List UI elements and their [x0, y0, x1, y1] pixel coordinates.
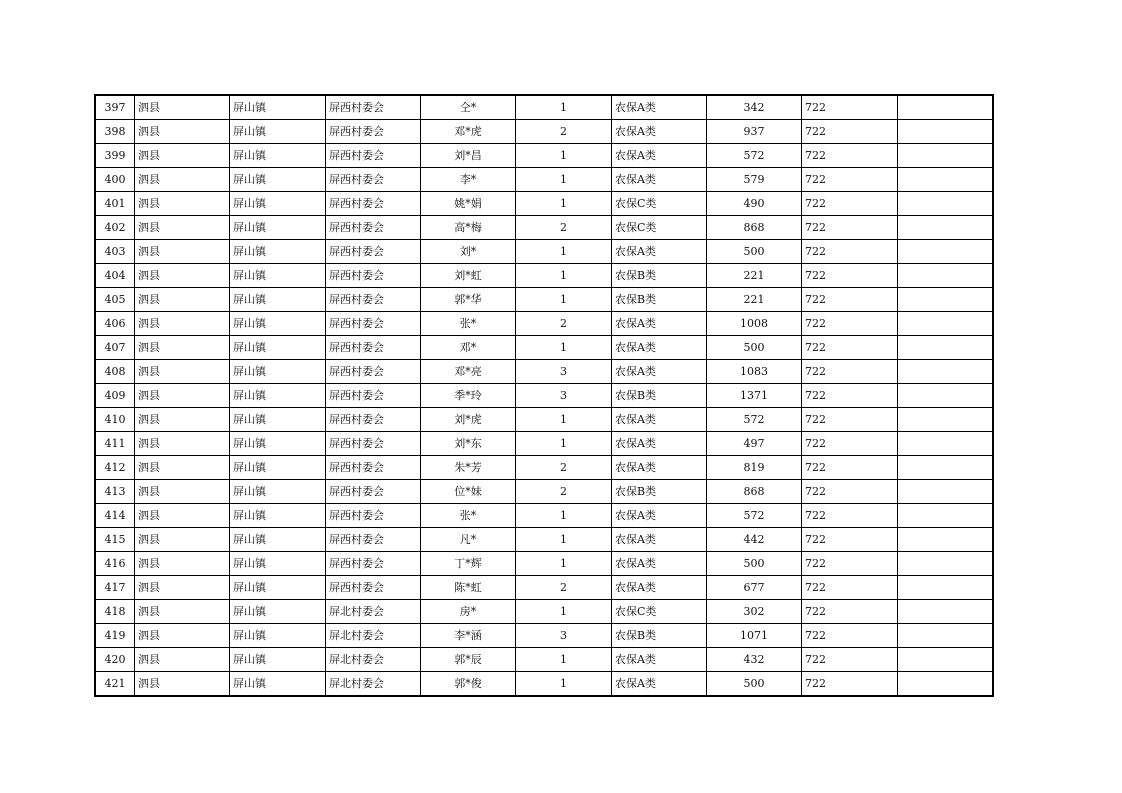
category-cell: 农保A类 — [612, 432, 707, 456]
recipient-name-cell: 凡* — [421, 528, 516, 552]
standard-cell: 722 — [802, 504, 898, 528]
remarks-cell — [898, 408, 993, 432]
serial-number-cell: 403 — [95, 240, 135, 264]
recipient-name-cell: 仝* — [421, 95, 516, 120]
amount-cell: 500 — [707, 672, 802, 697]
serial-number-cell: 408 — [95, 360, 135, 384]
county-cell: 泗县 — [135, 576, 230, 600]
county-cell: 泗县 — [135, 432, 230, 456]
town-cell: 屏山镇 — [230, 240, 326, 264]
amount-cell: 868 — [707, 480, 802, 504]
standard-cell: 722 — [802, 312, 898, 336]
amount-cell: 572 — [707, 144, 802, 168]
household-size-cell: 2 — [516, 576, 612, 600]
town-cell: 屏山镇 — [230, 288, 326, 312]
town-cell: 屏山镇 — [230, 120, 326, 144]
recipient-name-cell: 陈*虹 — [421, 576, 516, 600]
village-committee-cell: 屏西村委会 — [326, 528, 421, 552]
town-cell: 屏山镇 — [230, 384, 326, 408]
town-cell: 屏山镇 — [230, 312, 326, 336]
town-cell: 屏山镇 — [230, 576, 326, 600]
county-cell: 泗县 — [135, 672, 230, 697]
household-size-cell: 1 — [516, 672, 612, 697]
town-cell: 屏山镇 — [230, 456, 326, 480]
amount-cell: 490 — [707, 192, 802, 216]
household-size-cell: 2 — [516, 312, 612, 336]
remarks-cell — [898, 576, 993, 600]
table-row — [95, 168, 993, 192]
amount-cell: 302 — [707, 600, 802, 624]
household-size-cell: 1 — [516, 240, 612, 264]
serial-number-cell: 410 — [95, 408, 135, 432]
standard-cell: 722 — [802, 456, 898, 480]
household-size-cell: 1 — [516, 552, 612, 576]
standard-cell: 722 — [802, 168, 898, 192]
amount-cell: 221 — [707, 264, 802, 288]
recipient-name-cell: 刘*东 — [421, 432, 516, 456]
county-cell: 泗县 — [135, 504, 230, 528]
amount-cell: 1008 — [707, 312, 802, 336]
category-cell: 农保A类 — [612, 168, 707, 192]
remarks-cell — [898, 336, 993, 360]
town-cell: 屏山镇 — [230, 192, 326, 216]
standard-cell: 722 — [802, 624, 898, 648]
table-row — [95, 216, 993, 240]
serial-number-cell: 398 — [95, 120, 135, 144]
remarks-cell — [898, 168, 993, 192]
town-cell: 屏山镇 — [230, 408, 326, 432]
household-size-cell: 2 — [516, 456, 612, 480]
recipient-name-cell: 邓*亮 — [421, 360, 516, 384]
village-committee-cell: 屏西村委会 — [326, 504, 421, 528]
standard-cell: 722 — [802, 240, 898, 264]
village-committee-cell: 屏西村委会 — [326, 144, 421, 168]
household-size-cell: 1 — [516, 600, 612, 624]
assistance-roster-table — [94, 94, 994, 697]
county-cell: 泗县 — [135, 408, 230, 432]
table-row — [95, 240, 993, 264]
remarks-cell — [898, 216, 993, 240]
standard-cell: 722 — [802, 384, 898, 408]
category-cell: 农保A类 — [612, 504, 707, 528]
village-committee-cell: 屏西村委会 — [326, 120, 421, 144]
household-size-cell: 2 — [516, 120, 612, 144]
town-cell: 屏山镇 — [230, 648, 326, 672]
serial-number-cell: 399 — [95, 144, 135, 168]
recipient-name-cell: 邓*虎 — [421, 120, 516, 144]
category-cell: 农保A类 — [612, 648, 707, 672]
table-body — [95, 95, 993, 696]
amount-cell: 500 — [707, 240, 802, 264]
village-committee-cell: 屏西村委会 — [326, 312, 421, 336]
category-cell: 农保A类 — [612, 120, 707, 144]
amount-cell: 442 — [707, 528, 802, 552]
village-committee-cell: 屏北村委会 — [326, 672, 421, 697]
category-cell: 农保B类 — [612, 384, 707, 408]
category-cell: 农保C类 — [612, 216, 707, 240]
serial-number-cell: 407 — [95, 336, 135, 360]
village-committee-cell: 屏西村委会 — [326, 95, 421, 120]
household-size-cell: 3 — [516, 360, 612, 384]
serial-number-cell: 406 — [95, 312, 135, 336]
household-size-cell: 1 — [516, 504, 612, 528]
town-cell: 屏山镇 — [230, 144, 326, 168]
amount-cell: 1071 — [707, 624, 802, 648]
town-cell: 屏山镇 — [230, 528, 326, 552]
table-row — [95, 576, 993, 600]
household-size-cell: 2 — [516, 216, 612, 240]
county-cell: 泗县 — [135, 120, 230, 144]
remarks-cell — [898, 312, 993, 336]
table-row — [95, 504, 993, 528]
remarks-cell — [898, 95, 993, 120]
remarks-cell — [898, 120, 993, 144]
remarks-cell — [898, 384, 993, 408]
serial-number-cell: 409 — [95, 384, 135, 408]
amount-cell: 868 — [707, 216, 802, 240]
county-cell: 泗县 — [135, 312, 230, 336]
recipient-name-cell: 郭*华 — [421, 288, 516, 312]
recipient-name-cell: 姚*娟 — [421, 192, 516, 216]
county-cell: 泗县 — [135, 192, 230, 216]
town-cell: 屏山镇 — [230, 216, 326, 240]
remarks-cell — [898, 552, 993, 576]
recipient-name-cell: 李*涵 — [421, 624, 516, 648]
remarks-cell — [898, 144, 993, 168]
table-row — [95, 672, 993, 697]
standard-cell: 722 — [802, 120, 898, 144]
category-cell: 农保A类 — [612, 336, 707, 360]
county-cell: 泗县 — [135, 552, 230, 576]
table-row — [95, 552, 993, 576]
table-row — [95, 360, 993, 384]
village-committee-cell: 屏西村委会 — [326, 432, 421, 456]
serial-number-cell: 419 — [95, 624, 135, 648]
recipient-name-cell: 张* — [421, 312, 516, 336]
recipient-name-cell: 季*玲 — [421, 384, 516, 408]
village-committee-cell: 屏西村委会 — [326, 480, 421, 504]
county-cell: 泗县 — [135, 480, 230, 504]
amount-cell: 432 — [707, 648, 802, 672]
county-cell: 泗县 — [135, 456, 230, 480]
serial-number-cell: 416 — [95, 552, 135, 576]
remarks-cell — [898, 360, 993, 384]
household-size-cell: 1 — [516, 264, 612, 288]
standard-cell: 722 — [802, 576, 898, 600]
town-cell: 屏山镇 — [230, 552, 326, 576]
village-committee-cell: 屏西村委会 — [326, 192, 421, 216]
remarks-cell — [898, 432, 993, 456]
serial-number-cell: 418 — [95, 600, 135, 624]
recipient-name-cell: 位*妹 — [421, 480, 516, 504]
standard-cell: 722 — [802, 408, 898, 432]
amount-cell: 579 — [707, 168, 802, 192]
town-cell: 屏山镇 — [230, 504, 326, 528]
town-cell: 屏山镇 — [230, 168, 326, 192]
serial-number-cell: 411 — [95, 432, 135, 456]
recipient-name-cell: 李* — [421, 168, 516, 192]
standard-cell: 722 — [802, 192, 898, 216]
remarks-cell — [898, 672, 993, 697]
standard-cell: 722 — [802, 144, 898, 168]
table-row — [95, 264, 993, 288]
county-cell: 泗县 — [135, 624, 230, 648]
category-cell: 农保A类 — [612, 408, 707, 432]
recipient-name-cell: 房* — [421, 600, 516, 624]
county-cell: 泗县 — [135, 288, 230, 312]
amount-cell: 572 — [707, 504, 802, 528]
village-committee-cell: 屏西村委会 — [326, 168, 421, 192]
town-cell: 屏山镇 — [230, 95, 326, 120]
serial-number-cell: 413 — [95, 480, 135, 504]
recipient-name-cell: 邓* — [421, 336, 516, 360]
table-row — [95, 192, 993, 216]
table-row — [95, 120, 993, 144]
village-committee-cell: 屏西村委会 — [326, 408, 421, 432]
table-row — [95, 648, 993, 672]
recipient-name-cell: 刘*昌 — [421, 144, 516, 168]
village-committee-cell: 屏北村委会 — [326, 648, 421, 672]
county-cell: 泗县 — [135, 600, 230, 624]
village-committee-cell: 屏北村委会 — [326, 600, 421, 624]
village-committee-cell: 屏西村委会 — [326, 288, 421, 312]
serial-number-cell: 414 — [95, 504, 135, 528]
serial-number-cell: 397 — [95, 95, 135, 120]
household-size-cell: 1 — [516, 95, 612, 120]
village-committee-cell: 屏西村委会 — [326, 384, 421, 408]
recipient-name-cell: 刘* — [421, 240, 516, 264]
household-size-cell: 1 — [516, 432, 612, 456]
county-cell: 泗县 — [135, 168, 230, 192]
amount-cell: 500 — [707, 336, 802, 360]
serial-number-cell: 402 — [95, 216, 135, 240]
category-cell: 农保A类 — [612, 312, 707, 336]
household-size-cell: 1 — [516, 408, 612, 432]
standard-cell: 722 — [802, 600, 898, 624]
serial-number-cell: 420 — [95, 648, 135, 672]
recipient-name-cell: 刘*虎 — [421, 408, 516, 432]
recipient-name-cell: 丁*辉 — [421, 552, 516, 576]
category-cell: 农保A类 — [612, 144, 707, 168]
amount-cell: 342 — [707, 95, 802, 120]
category-cell: 农保A类 — [612, 672, 707, 697]
table-row — [95, 336, 993, 360]
town-cell: 屏山镇 — [230, 672, 326, 697]
amount-cell: 1371 — [707, 384, 802, 408]
village-committee-cell: 屏西村委会 — [326, 336, 421, 360]
standard-cell: 722 — [802, 216, 898, 240]
serial-number-cell: 421 — [95, 672, 135, 697]
standard-cell: 722 — [802, 480, 898, 504]
recipient-name-cell: 刘*虹 — [421, 264, 516, 288]
village-committee-cell: 屏西村委会 — [326, 576, 421, 600]
village-committee-cell: 屏西村委会 — [326, 552, 421, 576]
serial-number-cell: 401 — [95, 192, 135, 216]
county-cell: 泗县 — [135, 528, 230, 552]
standard-cell: 722 — [802, 672, 898, 697]
household-size-cell: 3 — [516, 384, 612, 408]
table-row — [95, 95, 993, 120]
recipient-name-cell: 郭*俊 — [421, 672, 516, 697]
household-size-cell: 1 — [516, 288, 612, 312]
category-cell: 农保A类 — [612, 552, 707, 576]
town-cell: 屏山镇 — [230, 480, 326, 504]
category-cell: 农保A类 — [612, 528, 707, 552]
amount-cell: 937 — [707, 120, 802, 144]
standard-cell: 722 — [802, 288, 898, 312]
standard-cell: 722 — [802, 264, 898, 288]
category-cell: 农保A类 — [612, 95, 707, 120]
table-row — [95, 600, 993, 624]
village-committee-cell: 屏西村委会 — [326, 216, 421, 240]
standard-cell: 722 — [802, 95, 898, 120]
county-cell: 泗县 — [135, 216, 230, 240]
household-size-cell: 1 — [516, 336, 612, 360]
amount-cell: 221 — [707, 288, 802, 312]
category-cell: 农保C类 — [612, 192, 707, 216]
amount-cell: 819 — [707, 456, 802, 480]
category-cell: 农保A类 — [612, 456, 707, 480]
serial-number-cell: 417 — [95, 576, 135, 600]
county-cell: 泗县 — [135, 264, 230, 288]
household-size-cell: 1 — [516, 168, 612, 192]
table-row — [95, 456, 993, 480]
county-cell: 泗县 — [135, 95, 230, 120]
town-cell: 屏山镇 — [230, 360, 326, 384]
county-cell: 泗县 — [135, 384, 230, 408]
serial-number-cell: 404 — [95, 264, 135, 288]
town-cell: 屏山镇 — [230, 336, 326, 360]
county-cell: 泗县 — [135, 240, 230, 264]
category-cell: 农保B类 — [612, 264, 707, 288]
village-committee-cell: 屏北村委会 — [326, 624, 421, 648]
category-cell: 农保A类 — [612, 360, 707, 384]
serial-number-cell: 400 — [95, 168, 135, 192]
category-cell: 农保A类 — [612, 240, 707, 264]
household-size-cell: 1 — [516, 648, 612, 672]
village-committee-cell: 屏西村委会 — [326, 264, 421, 288]
amount-cell: 500 — [707, 552, 802, 576]
recipient-name-cell: 张* — [421, 504, 516, 528]
remarks-cell — [898, 240, 993, 264]
recipient-name-cell: 高*梅 — [421, 216, 516, 240]
village-committee-cell: 屏西村委会 — [326, 456, 421, 480]
county-cell: 泗县 — [135, 336, 230, 360]
standard-cell: 722 — [802, 432, 898, 456]
remarks-cell — [898, 264, 993, 288]
category-cell: 农保B类 — [612, 624, 707, 648]
household-size-cell: 1 — [516, 528, 612, 552]
remarks-cell — [898, 504, 993, 528]
county-cell: 泗县 — [135, 648, 230, 672]
county-cell: 泗县 — [135, 360, 230, 384]
table-row — [95, 408, 993, 432]
table-row — [95, 528, 993, 552]
category-cell: 农保B类 — [612, 288, 707, 312]
village-committee-cell: 屏西村委会 — [326, 240, 421, 264]
category-cell: 农保B类 — [612, 480, 707, 504]
amount-cell: 497 — [707, 432, 802, 456]
town-cell: 屏山镇 — [230, 432, 326, 456]
table-row — [95, 624, 993, 648]
household-size-cell: 2 — [516, 480, 612, 504]
remarks-cell — [898, 600, 993, 624]
table-row — [95, 432, 993, 456]
household-size-cell: 1 — [516, 144, 612, 168]
table-row — [95, 288, 993, 312]
standard-cell: 722 — [802, 528, 898, 552]
remarks-cell — [898, 480, 993, 504]
recipient-name-cell: 朱*芳 — [421, 456, 516, 480]
serial-number-cell: 405 — [95, 288, 135, 312]
standard-cell: 722 — [802, 336, 898, 360]
table-row — [95, 480, 993, 504]
amount-cell: 1083 — [707, 360, 802, 384]
standard-cell: 722 — [802, 360, 898, 384]
category-cell: 农保A类 — [612, 576, 707, 600]
standard-cell: 722 — [802, 648, 898, 672]
county-cell: 泗县 — [135, 144, 230, 168]
category-cell: 农保C类 — [612, 600, 707, 624]
remarks-cell — [898, 528, 993, 552]
table-row — [95, 384, 993, 408]
amount-cell: 677 — [707, 576, 802, 600]
town-cell: 屏山镇 — [230, 600, 326, 624]
remarks-cell — [898, 624, 993, 648]
village-committee-cell: 屏西村委会 — [326, 360, 421, 384]
household-size-cell: 3 — [516, 624, 612, 648]
recipient-name-cell: 郭*辰 — [421, 648, 516, 672]
amount-cell: 572 — [707, 408, 802, 432]
serial-number-cell: 415 — [95, 528, 135, 552]
remarks-cell — [898, 456, 993, 480]
table-row — [95, 144, 993, 168]
town-cell: 屏山镇 — [230, 264, 326, 288]
remarks-cell — [898, 192, 993, 216]
household-size-cell: 1 — [516, 192, 612, 216]
table-row — [95, 312, 993, 336]
remarks-cell — [898, 288, 993, 312]
town-cell: 屏山镇 — [230, 624, 326, 648]
standard-cell: 722 — [802, 552, 898, 576]
remarks-cell — [898, 648, 993, 672]
serial-number-cell: 412 — [95, 456, 135, 480]
